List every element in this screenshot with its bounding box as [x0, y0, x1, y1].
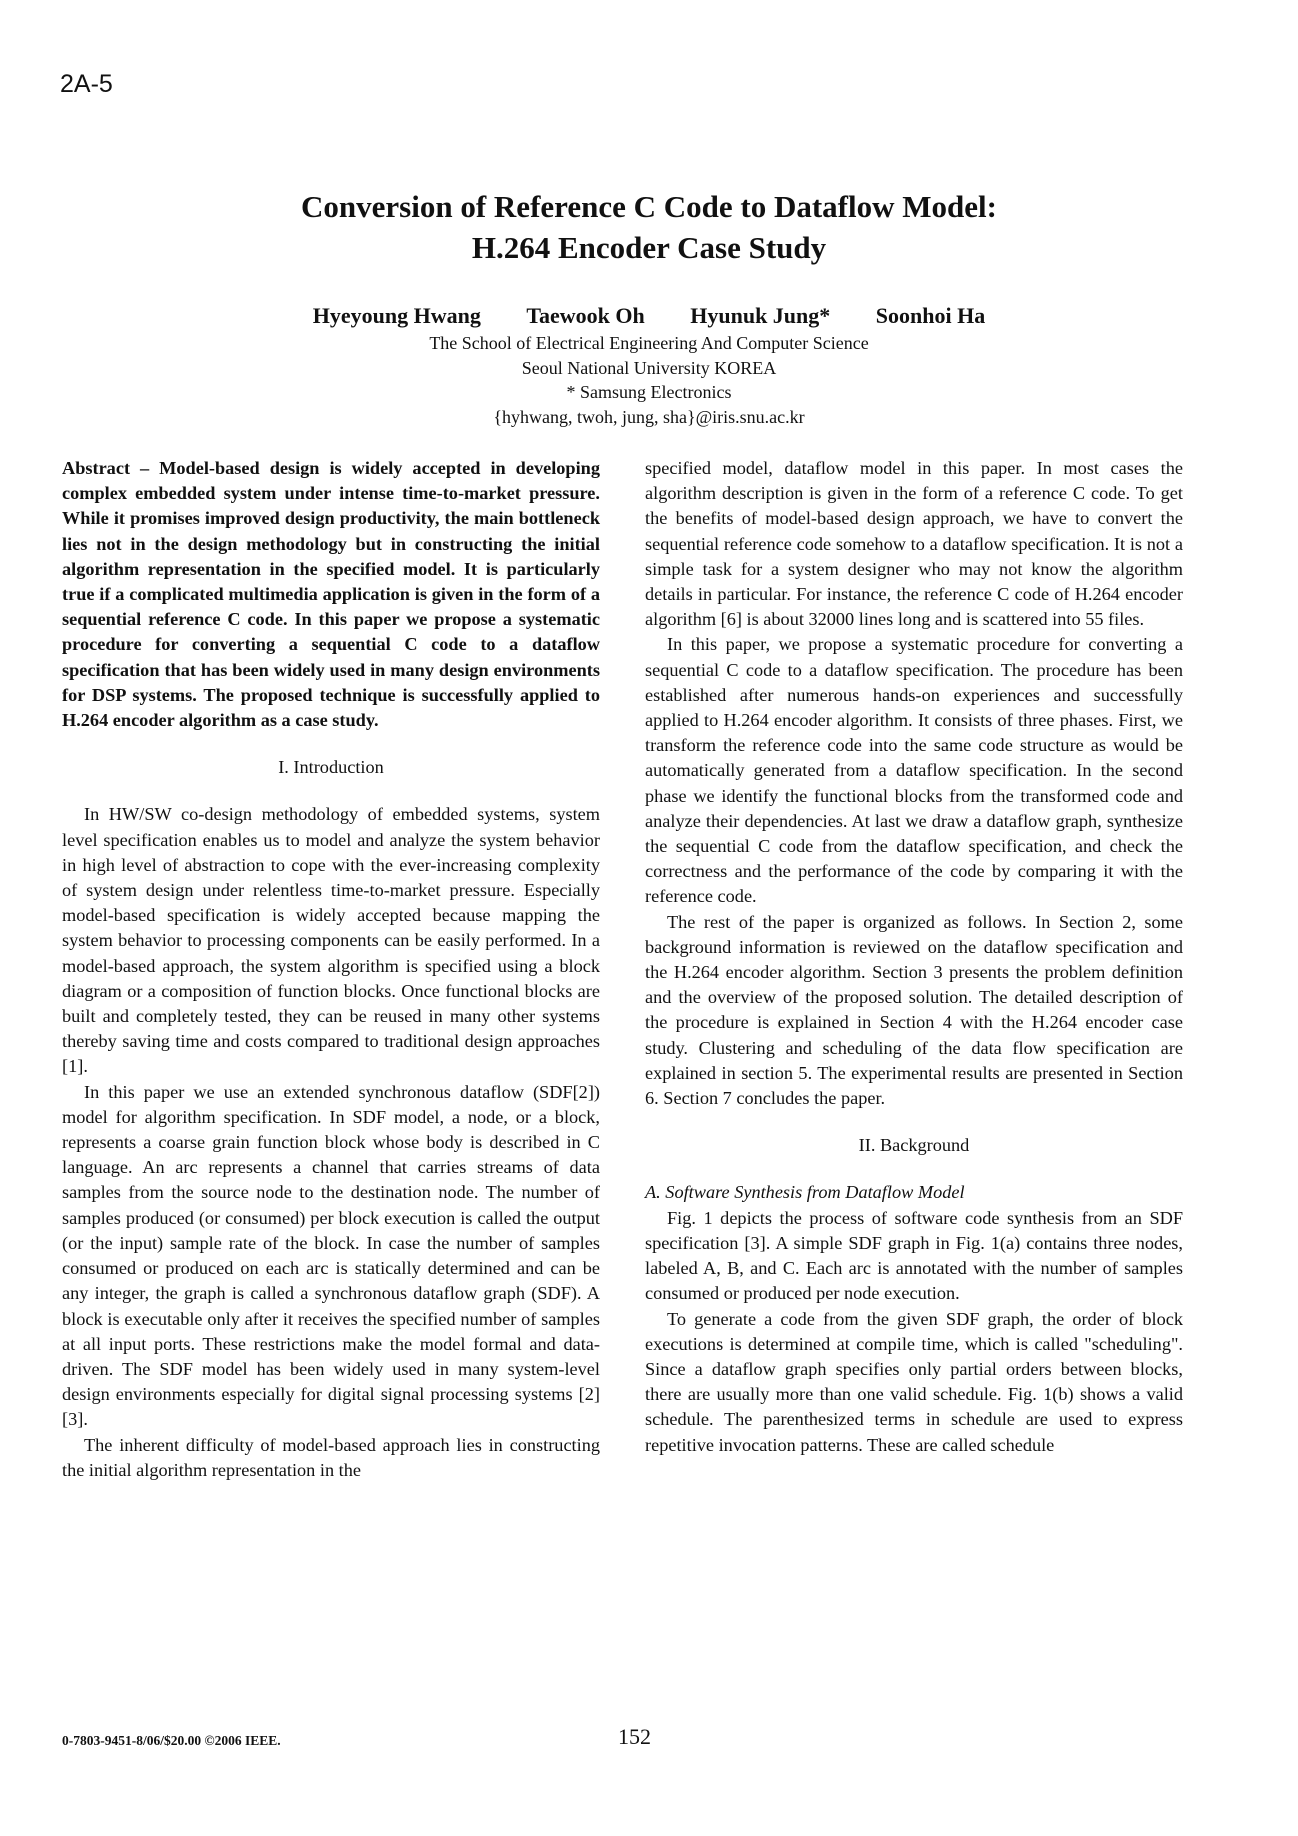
section-heading-background: II. Background — [858, 1135, 970, 1156]
paragraph: The inherent difficulty of model-based approach lies in constructing the initial algorithm representation in the — [62, 1434, 600, 1480]
affiliation-line: The School of Electrical Engineering And Computer Science — [429, 333, 869, 353]
paragraph: In this paper we use an extended synchronous dataflow (SDF[2]) model for algorithm specification. In SDF model, a node, or a block, represents a coarse grain function block whose body is described in C language. An arc represents a channel that carries streams of data samples from the source node to the destination node. The number of samples produced (or consumed) per block execution is called the output (or the input) sample rate of the block. In case the number of samples consumed or produced on each arc is statically determined and can be any integer, the graph is called a synchronous dataflow graph (SDF). A block is executable only after it receives the specified number of samples at all input ports. These restrictions make the model formal and data-driven. The SDF model has been widely used in many system-level design environments especially for digital signal processing systems [2][3]. — [62, 1081, 600, 1430]
author-name: Hyeyoung Hwang — [312, 303, 481, 328]
paragraph: In HW/SW co-design methodology of embedded systems, system level specification enables us to model and analyze the system behavior in high level of abstraction to cope with the ever-increasing complexity of system design under relentless time-to-market pressure. Especially model-based specification is widely accepted because mapping the system behavior to processing components can be easily performed. In a model-based approach, the system algorithm is specified using a block diagram or a composition of function blocks. Once functional blocks are built and completely tested, they can be reused in many other systems thereby saving time and costs compared to traditional design approaches [1]. — [62, 804, 600, 1077]
left-column — [62, 456, 600, 1483]
session-tag: 2A-5 — [60, 70, 113, 98]
subsection-heading: A. Software Synthesis from Dataflow Model — [645, 1182, 965, 1203]
right-column — [645, 456, 1183, 1458]
author-name: Hyunuk Jung* — [690, 303, 831, 328]
paragraph: Fig. 1 depicts the process of software code synthesis from an SDF specification [3]. A simple SDF graph in Fig. 1(a) contains three nodes, labeled A, B, and C. Each arc is annotated with the number of samples consumed or produced per node execution. — [645, 1207, 1183, 1304]
paragraph: specified model, dataflow model in this paper. In most cases the algorithm description is given in the form of a reference C code. To get the benefits of model-based design approach, we have to convert the sequential reference code somehow to a dataflow specification. It is not a simple task for a system designer who may not know the algorithm details in particular. For instance, the reference C code of H.264 encoder algorithm [6] is about 32000 lines long and is scattered into 55 files. — [645, 458, 1183, 630]
affiliation-line: * Samsung Electronics — [566, 382, 732, 402]
abstract: Abstract – Model-based design is widely accepted in developing complex embedded system under intense time-to-market pressure. While it promises improved design productivity, the main bottleneck lies not in the design methodology but in constructing the initial algorithm representation in the specified model. It is particularly true if a complicated multimedia application is given in the form of a sequential reference C code. In this paper we propose a systematic procedure for converting a sequential C code to a dataflow specification that has been widely used in many design environments for DSP systems. The proposed technique is successfully applied to H.264 encoder algorithm as a case study. — [62, 458, 600, 731]
title-line-2: H.264 Encoder Case Study — [471, 230, 827, 265]
paragraph: In this paper, we propose a systematic procedure for converting a sequential C code to a dataflow specification. The procedure has been established after numerous hands-on experiences and successfully applied to H.264 encoder algorithm. It consists of three phases. First, we transform the reference code into the same code structure as would be automatically generated from a dataflow specification. In the second phase we identify the functional blocks from the transformed code and analyze their dependencies. At last we draw a dataflow graph, synthesize the sequential C code from the dataflow specification, and check the correctness and the performance of the code by comparing it with the reference code. — [645, 634, 1183, 907]
paragraph: To generate a code from the given SDF graph, the order of block executions is determined at compile time, which is called "scheduling". Since a dataflow graph specifies only partial orders between blocks, there are usually more than one valid schedule. Fig. 1(b) shows a valid schedule. The parenthesized terms in schedule are used to express repetitive invocation patterns. These are called schedule — [645, 1308, 1183, 1455]
page-number: 152 — [618, 1724, 651, 1749]
paragraph: The rest of the paper is organized as follows. In Section 2, some background information is reviewed on the dataflow specification and the H.264 encoder algorithm. Section 3 presents the problem definition and the overview of the proposed solution. The detailed description of the procedure is explained in Section 4 with the H.264 encoder case study. Clustering and scheduling of the data flow specification are explained in section 5. The experimental results are presented in Section 6. Section 7 concludes the paper. — [645, 911, 1183, 1109]
affiliation — [0, 331, 1298, 429]
author-name: Taewook Oh — [526, 303, 645, 328]
affiliation-line: Seoul National University KOREA — [521, 357, 777, 378]
author-emails: {hyhwang, twoh, jung, sha}@iris.snu.ac.kr — [493, 406, 805, 427]
copyright-notice: 0-7803-9451-8/06/$20.00 ©2006 IEEE. — [62, 1733, 281, 1748]
title-line-1: Conversion of Reference C Code to Dataflow Model: — [301, 189, 997, 224]
author-list — [0, 302, 1298, 330]
section-heading-introduction: I. Introduction — [278, 757, 384, 778]
paper-title — [0, 186, 1298, 268]
author-name: Soonhoi Ha — [875, 303, 986, 328]
